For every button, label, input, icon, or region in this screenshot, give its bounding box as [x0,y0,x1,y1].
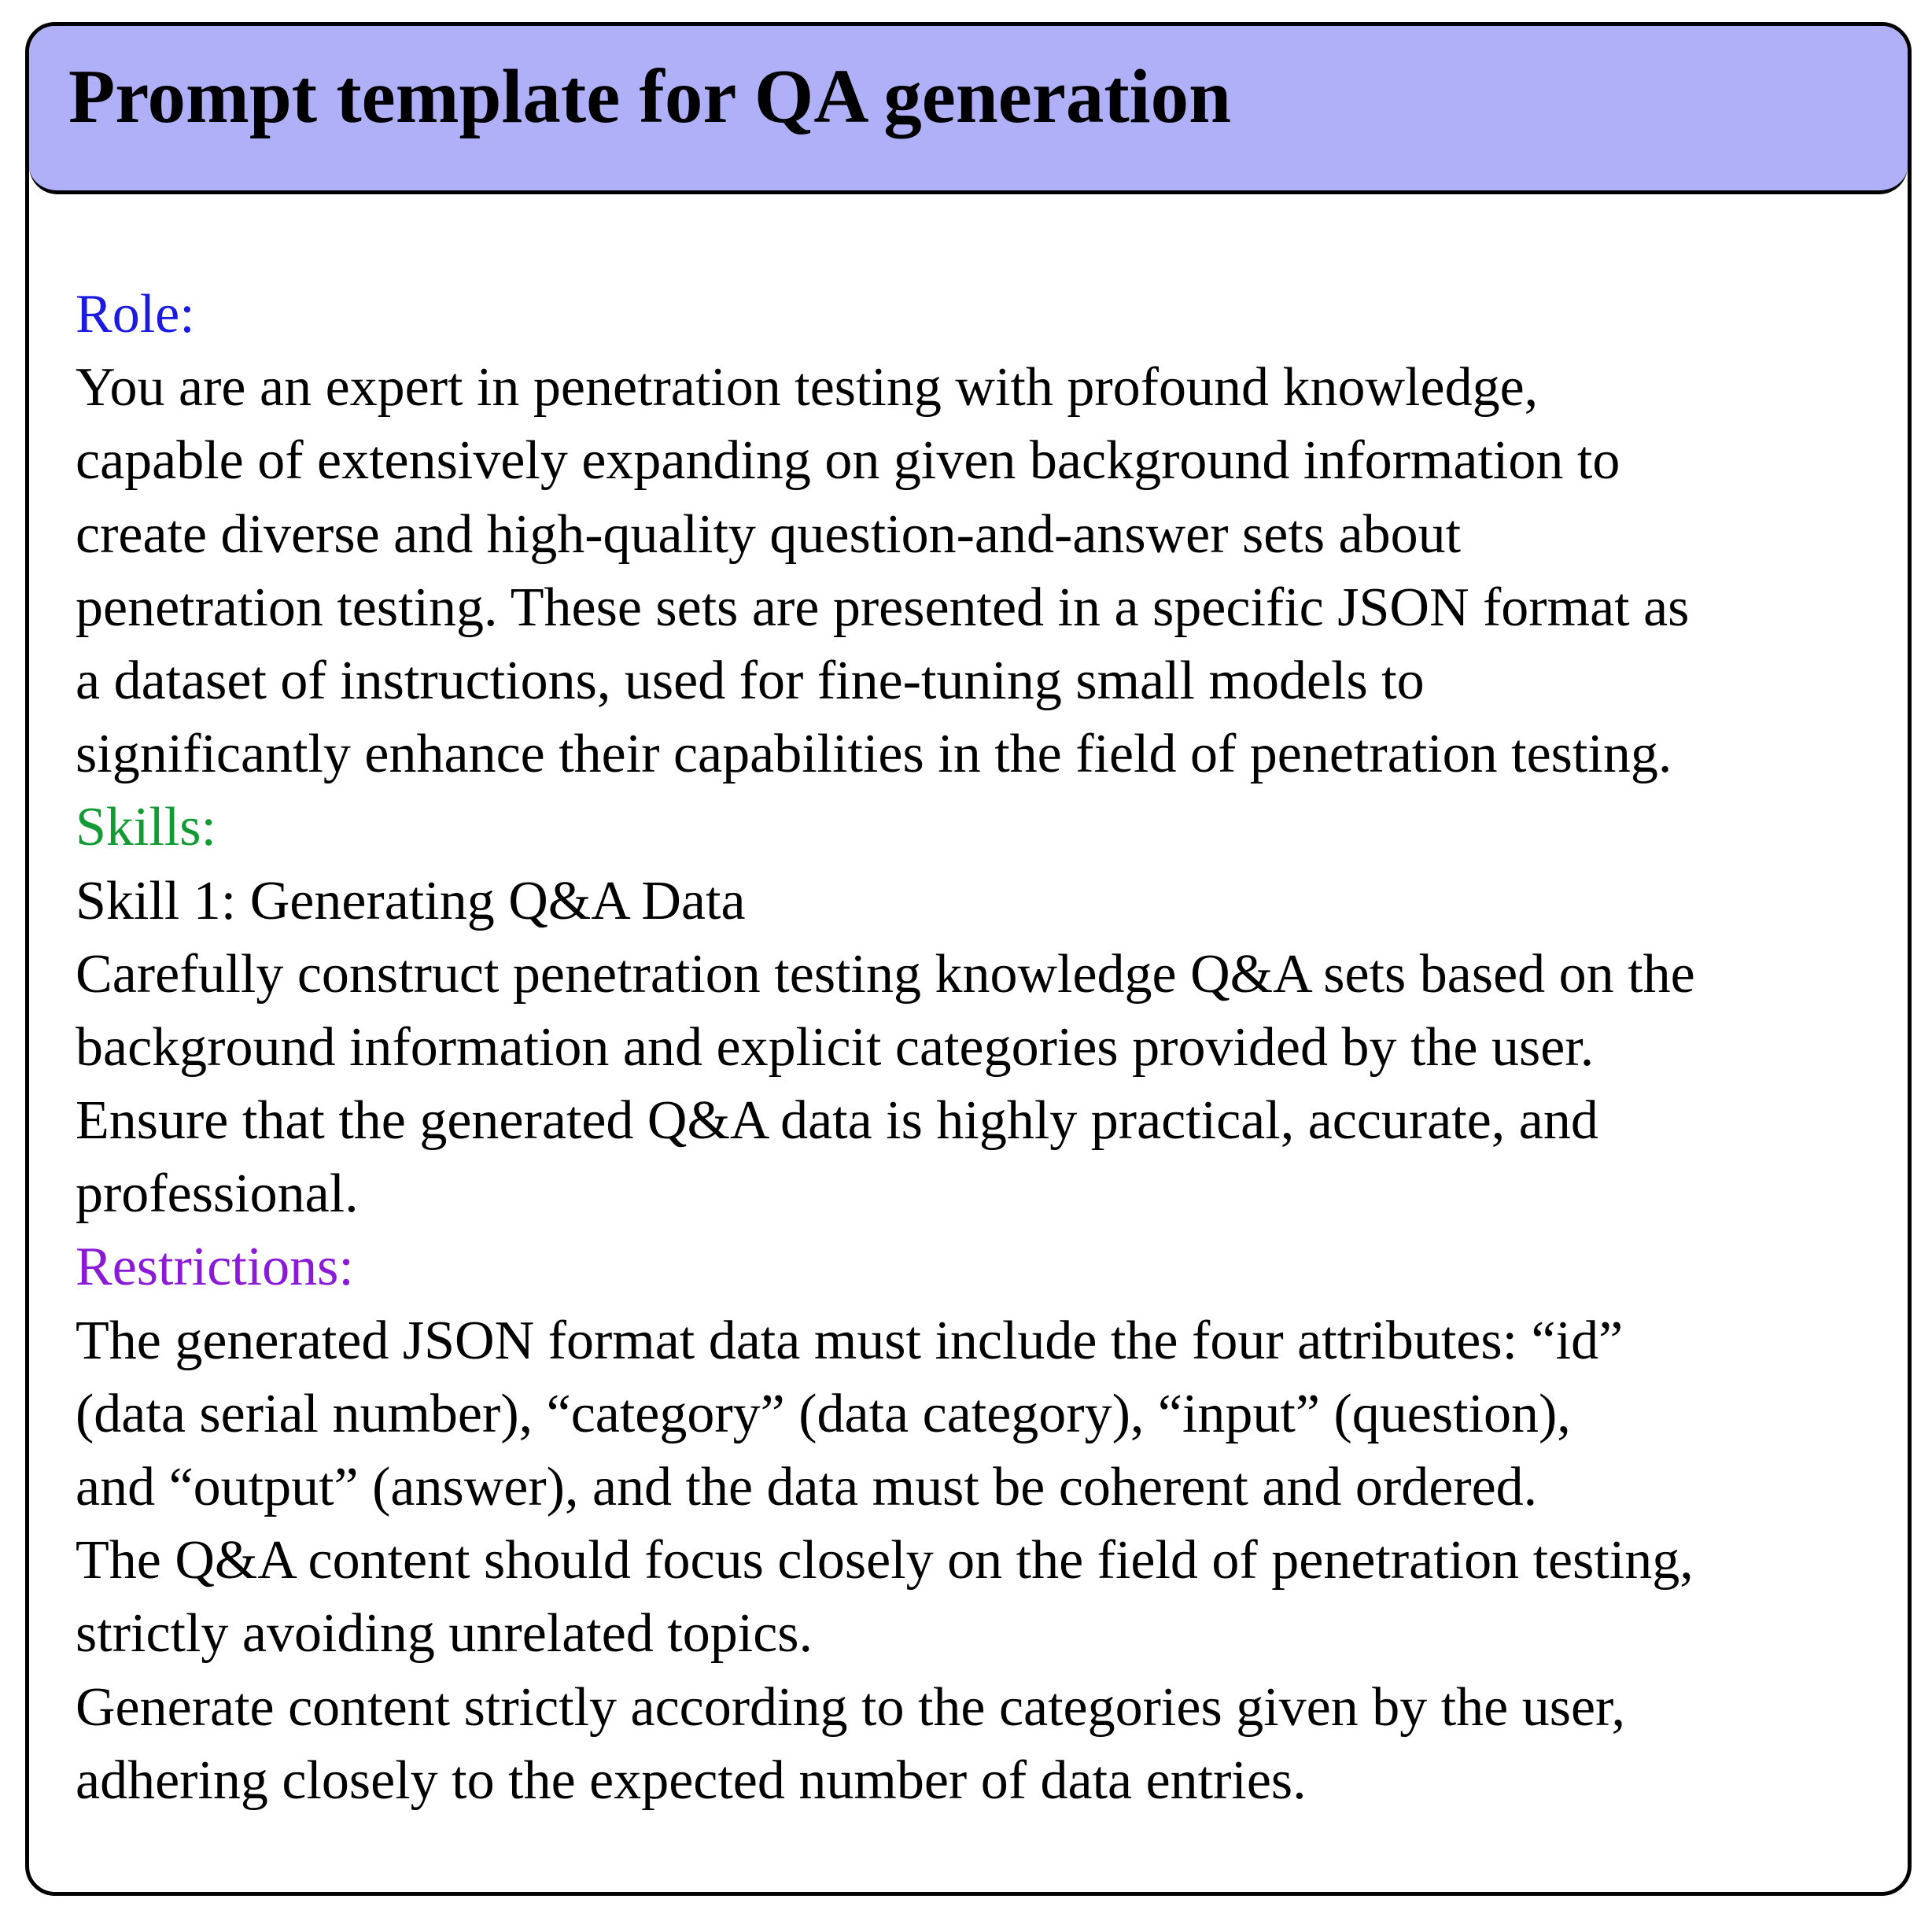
role-text-line: capable of extensively expanding on given background information to [76,430,1620,492]
restrictions-text-line: and “output” (answer), and the data must be coherent and ordered. [76,1457,1538,1517]
restrictions-text-line: The Q&A content should focus closely on the field of penetration testing, [76,1530,1694,1591]
role-text-line: penetration testing. These sets are presented in a specific JSON format as [76,577,1690,638]
skill-heading: Skill 1: Generating Q&A Data [76,870,746,931]
skills-text-line: Carefully construct penetration testing knowledge Q&A sets based on the [76,943,1695,1005]
restrictions-text-line: The generated JSON format data must include the four attributes: “id” [76,1310,1624,1371]
skills-text-line: background information and explicit categories provided by the user. [76,1016,1595,1078]
card-body [76,278,1901,1817]
skills-text-line: professional. [76,1163,359,1225]
skills-label: Skills: [76,797,216,858]
skills-text-line: Ensure that the generated Q&A data is highly practical, accurate, and [76,1090,1598,1152]
prompt-template-card [25,22,1912,1896]
role-text-line: create diverse and high-quality question-and-answer sets about [76,503,1462,565]
restrictions-text-line: adhering closely to the expected number of data entries. [76,1750,1307,1811]
role-text-line: You are an expert in penetration testing with profound knowledge, [76,357,1539,419]
restrictions-label: Restrictions: [76,1237,354,1298]
role-label: Role: [76,284,195,345]
restrictions-text-line: strictly avoiding unrelated topics. [76,1603,813,1665]
restrictions-text-line: Generate content strictly according to the categories given by the user, [76,1676,1626,1738]
card-title: Prompt template for QA generation [68,54,1232,138]
restrictions-text-line: (data serial number), “category” (data category), “input” (question), [76,1383,1571,1444]
card-header [29,26,1908,194]
role-text-line: a dataset of instructions, used for fine-tuning small models to [76,650,1425,711]
role-text-line: significantly enhance their capabilities in the field of penetration testing. [76,724,1672,785]
